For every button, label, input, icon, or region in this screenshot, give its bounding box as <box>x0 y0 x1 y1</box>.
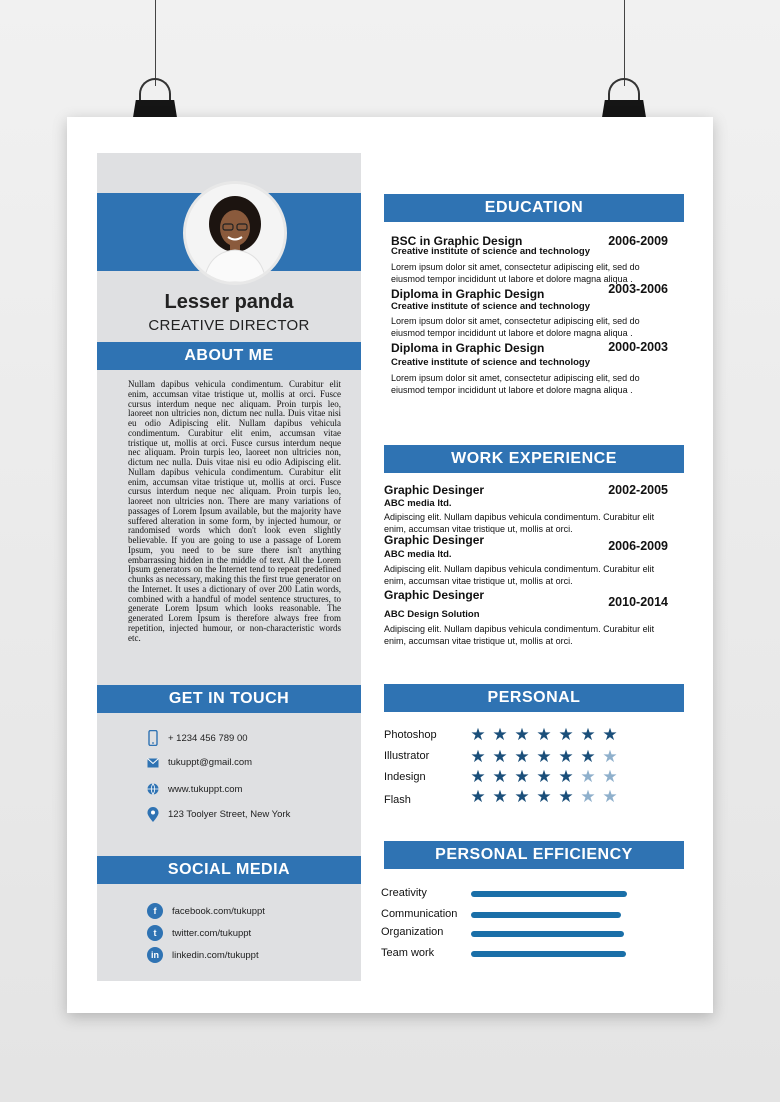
star-filled-icon: ★ <box>514 725 530 744</box>
skill-rating <box>469 789 619 805</box>
sidebar <box>97 153 361 981</box>
education-title: Diploma in Graphic Design <box>391 287 545 301</box>
person-name: Lesser panda <box>164 291 294 313</box>
work-desc: Adipiscing elit. Nullam dapibus vehicula condimentum. Curabitur elit enim, accumsan vitae tristique ut, mollis at orci. <box>384 512 655 534</box>
star-filled-icon: ★ <box>492 767 508 786</box>
star-filled-icon: ★ <box>536 767 552 786</box>
efficiency-name: Organization <box>381 926 444 938</box>
star-filled-icon: ★ <box>536 747 552 766</box>
star-filled-icon: ★ <box>580 747 596 766</box>
skill-name: Indesign <box>384 771 426 783</box>
contact-email[interactable] <box>147 757 252 768</box>
star-filled-icon: ★ <box>536 725 552 744</box>
education-title: Diploma in Graphic Design <box>391 341 545 355</box>
work-years: 2002-2005 <box>608 483 668 497</box>
personal-heading: PERSONAL <box>384 684 684 712</box>
work-company: ABC Design Solution <box>384 609 480 620</box>
efficiency-bar <box>471 912 621 918</box>
social-facebook[interactable] <box>147 903 265 919</box>
education-institute: Creative institute of science and technology <box>391 357 591 368</box>
web-text[interactable]: www.tukuppt.com <box>168 783 243 795</box>
work-title: Graphic Desinger <box>384 483 485 497</box>
star-filled-icon: ★ <box>558 725 574 744</box>
skill-rating <box>469 727 619 743</box>
skill-name: Illustrator <box>384 750 430 762</box>
skill-rating <box>469 749 619 765</box>
location-pin-icon <box>147 807 159 822</box>
star-filled-icon: ★ <box>514 767 530 786</box>
resume-paper <box>67 117 713 1013</box>
globe-icon <box>147 783 159 795</box>
efficiency-name: Creativity <box>381 887 427 899</box>
star-empty-icon: ★ <box>602 767 618 786</box>
work-years: 2010-2014 <box>608 595 668 609</box>
education-years: 2000-2003 <box>608 340 668 354</box>
star-filled-icon: ★ <box>602 725 618 744</box>
phone-text: + 1234 456 789 00 <box>168 732 248 744</box>
skill-name: Photoshop <box>384 729 437 741</box>
star-filled-icon: ★ <box>470 747 486 766</box>
education-desc: Lorem ipsum dolor sit amet, consectetur adipiscing elit, sed do eiusmod tempor incididunt ut labore et dolore magna aliqua . <box>391 373 640 395</box>
efficiency-bar <box>471 951 626 957</box>
education-desc: Lorem ipsum dolor sit amet, consectetur adipiscing elit, sed do eiusmod tempor incididunt ut labore et dolore magna aliqua . <box>391 262 640 284</box>
work-title: Graphic Desinger <box>384 588 485 602</box>
efficiency-heading: PERSONAL EFFICIENCY <box>384 841 684 869</box>
star-empty-icon: ★ <box>580 787 596 806</box>
education-desc: Lorem ipsum dolor sit amet, consectetur adipiscing elit, sed do eiusmod tempor incididunt ut labore et dolore magna aliqua . <box>391 316 640 338</box>
star-filled-icon: ★ <box>558 767 574 786</box>
address-text: 123 Toolyer Street, New York <box>168 809 291 820</box>
about-text: Nullam dapibus vehicula condimentum. Curabitur elit enim, accumsan vitae tristique ut, mollis at orci. Fusce cursus interdum neque nec aliquam. Proin turpis leo, laoreet non ultricies non, dictum nec nulla. Duis vitae nisi eu odio Adipiscing elit. Nullam dapibus vehicula condimentum. Curabitur elit enim, accumsan vitae tristique ut, mollis at orci. Fusce cursus interdum neque nec aliquam. Proin turpis leo, laoreet non ultricies non, dictum nec nulla. Duis vitae nisi eu odio Adipiscing elit. Nullam dapibus vehicula condimentum. Curabitur elit enim, accumsan vitae tristique ut, mollis at orci. Fusce cursus interdum neque nec aliquam. Proin turpis leo, laoreet non ultricies non. There are many variations of passages of Lorem Ipsum available, but the majority have suffered alteration in some form, by injected humour, or randomised words which don't look even slightly believable. If you are going to use a passage of Lorem Ipsum, you need to be sure there isn't anything embarrassing hidden in the middle of text. All the Lorem Ipsum generators on the Internet tend to repeat predefined chunks as necessary, making this the first true generator on the Internet. It uses a dictionary of over 200 Latin words, combined with a handful of model sentence structures, to generate Lorem Ipsum which looks reasonable. The generated Lorem Ipsum is therefore always free from repetition, injected humour, or non-characteristic words etc. <box>128 379 341 643</box>
star-empty-icon: ★ <box>602 747 618 766</box>
email-text[interactable]: tukuppt@gmail.com <box>168 757 253 768</box>
star-empty-icon: ★ <box>580 767 596 786</box>
education-institute: Creative institute of science and technology <box>391 301 591 312</box>
education-heading: EDUCATION <box>384 194 684 222</box>
twitter-text[interactable]: twitter.com/tukuppt <box>172 927 252 939</box>
star-filled-icon: ★ <box>536 787 552 806</box>
twitter-icon: t <box>147 925 163 941</box>
star-filled-icon: ★ <box>492 787 508 806</box>
education-years: 2006-2009 <box>608 234 668 248</box>
social-linkedin[interactable] <box>147 947 259 963</box>
email-icon <box>147 758 159 768</box>
star-filled-icon: ★ <box>470 725 486 744</box>
contact-phone <box>147 730 248 746</box>
work-company: ABC media ltd. <box>384 549 452 560</box>
skill-name: Flash <box>384 794 411 806</box>
education-years: 2003-2006 <box>608 282 668 296</box>
social-heading: SOCIAL MEDIA <box>97 856 361 884</box>
work-company: ABC media ltd. <box>384 498 452 509</box>
education-institute: Creative institute of science and technology <box>391 246 591 257</box>
social-twitter[interactable] <box>147 925 251 941</box>
contact-heading: GET IN TOUCH <box>97 685 361 713</box>
person-role: CREATIVE DIRECTOR <box>148 317 310 334</box>
star-filled-icon: ★ <box>514 747 530 766</box>
star-filled-icon: ★ <box>492 725 508 744</box>
hanging-string-left <box>155 0 156 86</box>
linkedin-text[interactable]: linkedin.com/tukuppt <box>172 949 259 961</box>
profile-photo <box>183 181 287 285</box>
star-filled-icon: ★ <box>470 787 486 806</box>
education-title: BSC in Graphic Design <box>391 234 523 248</box>
work-title: Graphic Desinger <box>384 533 485 547</box>
star-filled-icon: ★ <box>492 747 508 766</box>
contact-address <box>147 807 290 822</box>
facebook-icon: f <box>147 903 163 919</box>
efficiency-name: Team work <box>381 947 435 959</box>
work-heading: WORK EXPERIENCE <box>384 445 684 473</box>
work-desc: Adipiscing elit. Nullam dapibus vehicula condimentum. Curabitur elit enim, accumsan vitae tristique ut, mollis at orci. <box>384 564 655 586</box>
star-filled-icon: ★ <box>580 725 596 744</box>
skill-rating <box>469 769 619 785</box>
efficiency-name: Communication <box>381 908 458 920</box>
star-filled-icon: ★ <box>558 747 574 766</box>
linkedin-icon: in <box>147 947 163 963</box>
star-empty-icon: ★ <box>602 787 618 806</box>
star-filled-icon: ★ <box>558 787 574 806</box>
contact-web[interactable] <box>147 783 242 795</box>
about-heading: ABOUT ME <box>97 342 361 370</box>
work-years: 2006-2009 <box>608 539 668 553</box>
star-filled-icon: ★ <box>470 767 486 786</box>
star-filled-icon: ★ <box>514 787 530 806</box>
efficiency-bar <box>471 891 627 897</box>
hanging-string-right <box>624 0 625 86</box>
efficiency-bar <box>471 931 624 937</box>
work-desc: Adipiscing elit. Nullam dapibus vehicula condimentum. Curabitur elit enim, accumsan vitae tristique ut, mollis at orci. <box>384 624 655 646</box>
facebook-text[interactable]: facebook.com/tukuppt <box>172 905 265 917</box>
phone-icon <box>147 730 159 746</box>
